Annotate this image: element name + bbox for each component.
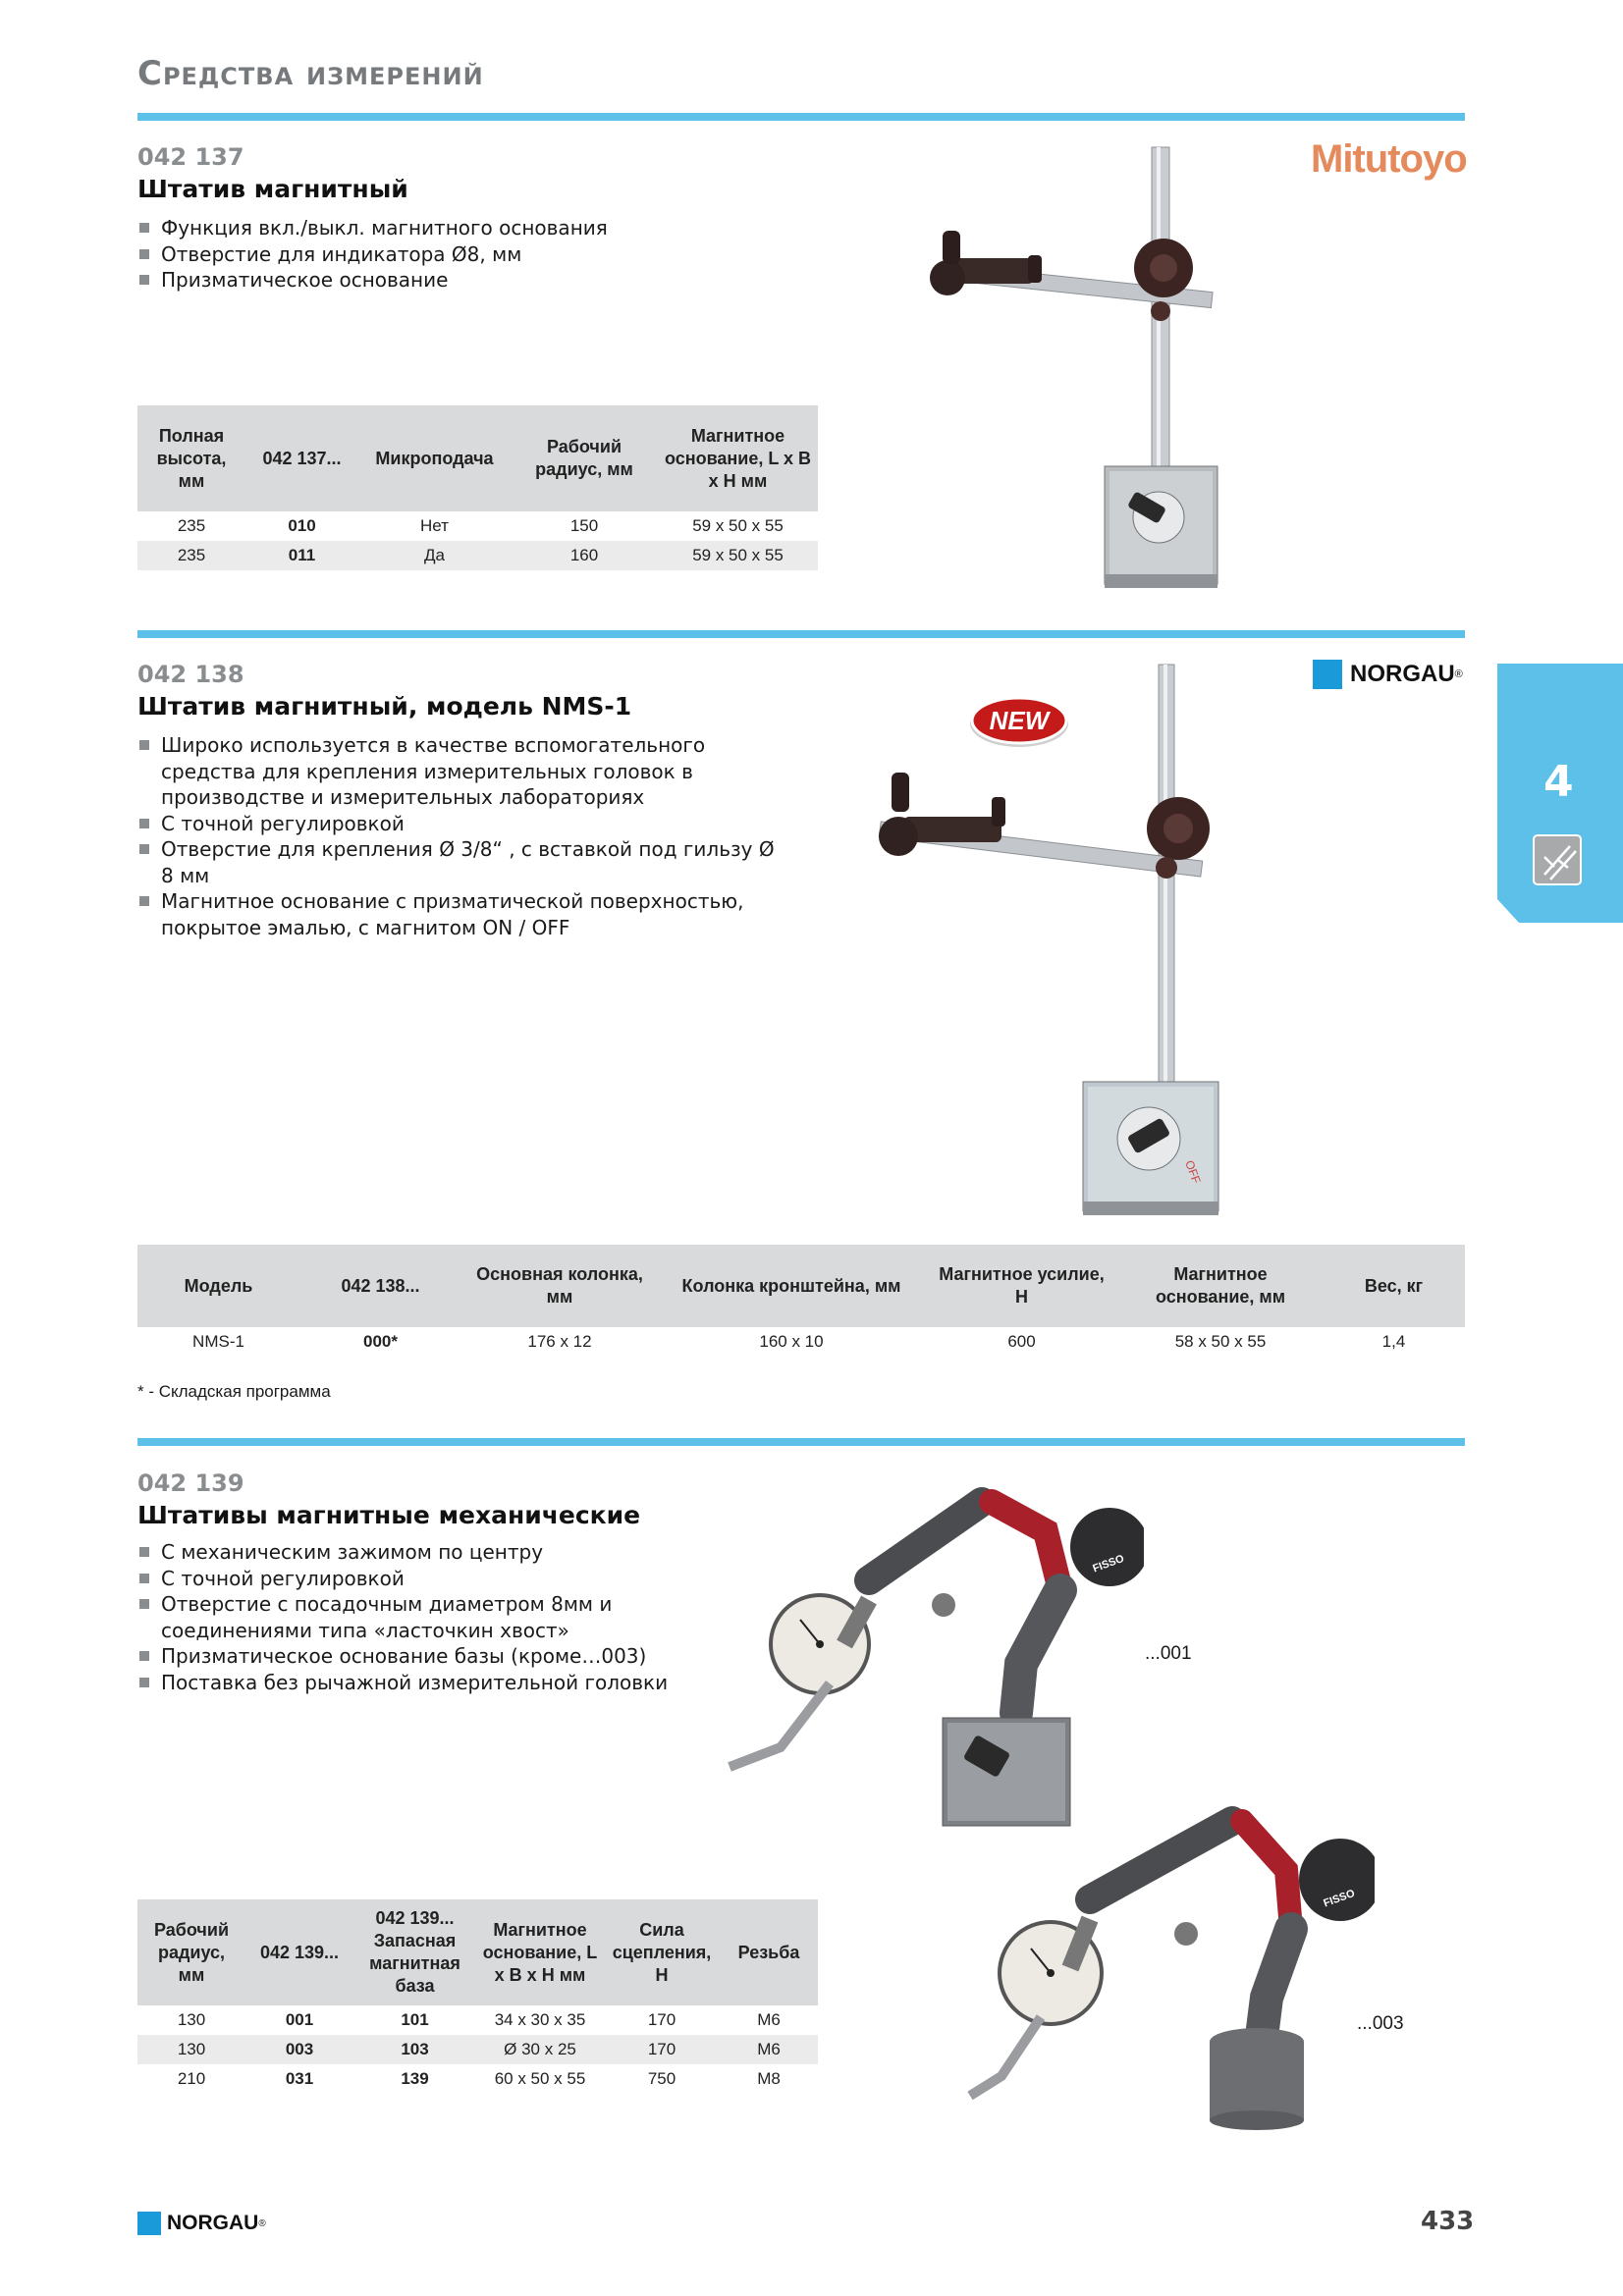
col-header: Резьба — [720, 1899, 818, 2005]
article-number: 003 — [245, 2035, 353, 2064]
table-cell: 59 x 50 x 55 — [692, 516, 784, 535]
table-cell: 1,4 — [1381, 1332, 1406, 1351]
section-divider — [137, 113, 1465, 121]
col-header: Магнитное основание, мм — [1118, 1245, 1323, 1327]
table-row — [137, 1327, 1465, 1357]
spec-table-042137 — [137, 405, 818, 570]
table-cell: 170 — [604, 2035, 720, 2064]
col-header: 042 137... — [245, 405, 358, 511]
section-divider — [137, 630, 1465, 638]
page-number: 433 — [1421, 2207, 1475, 2236]
feature-item: Призматическое основание базы (кроме…003) — [137, 1643, 766, 1670]
feature-item: Магнитное основание с призматической поверхностью, покрытое эмалью, с магнитом ON / OFF — [137, 888, 785, 940]
article-number: 000* — [363, 1332, 398, 1351]
feature-item: Функция вкл./выкл. магнитного основания — [137, 215, 608, 241]
chapter-tab[interactable] — [1497, 664, 1623, 923]
table-cell: 235 — [177, 516, 206, 535]
table-cell: 160 x 10 — [759, 1332, 824, 1351]
col-header: 042 139... — [245, 1899, 353, 2005]
article-number: 010 — [288, 516, 316, 535]
spare-base-number: 101 — [401, 2010, 429, 2029]
col-header: Магнитное усилие, Н — [925, 1245, 1118, 1327]
off-label: OFF — [1182, 1158, 1204, 1186]
feature-item: Отверстие для крепления Ø 3/8“ , с вставкой под гильзу Ø 8 мм — [137, 836, 785, 888]
feature-item: С механическим зажимом по центру — [137, 1539, 766, 1566]
feature-list — [137, 732, 785, 940]
feature-item: Отверстие с посадочным диаметром 8мм и соединениями типа «ласточкин хвост» — [137, 1591, 766, 1643]
brand-logo-norgau — [1313, 660, 1463, 689]
feature-list — [137, 1539, 766, 1695]
mechanical-stand-003-image — [962, 1791, 1375, 2130]
col-header: Сила сцепления, Н — [604, 1899, 720, 2005]
table-cell: M6 — [720, 2035, 818, 2064]
col-header: Микроподача — [358, 405, 511, 511]
table-cell: Ø 30 x 25 — [476, 2035, 604, 2064]
feature-item: С точной регулировкой — [137, 811, 785, 837]
table-row — [137, 2064, 818, 2094]
table-cell: NMS-1 — [192, 1332, 244, 1351]
fisso-label: FISSO — [1091, 1552, 1126, 1575]
col-header: 042 139... Запасная магнитная база — [353, 1899, 476, 2005]
table-cell: 750 — [647, 2069, 676, 2088]
product-title: Штативы магнитные механические — [137, 1501, 641, 1529]
nms1-stand-image — [869, 660, 1242, 1219]
table-cell: Да — [358, 541, 511, 570]
col-header: Основная колонка, мм — [461, 1245, 658, 1327]
article-number: 031 — [285, 2069, 314, 2088]
section-title: Средства измерений — [137, 54, 484, 93]
table-cell: 59 x 50 x 55 — [658, 541, 818, 570]
norgau-square-icon — [1313, 660, 1342, 689]
magnetic-stand-image — [918, 142, 1252, 604]
col-header: Вес, кг — [1323, 1245, 1465, 1327]
table-row — [137, 2035, 818, 2064]
variant-label-003: ...003 — [1357, 2013, 1404, 2034]
table-cell: 58 x 50 x 55 — [1174, 1332, 1267, 1351]
norgau-square-icon — [137, 2212, 161, 2235]
table-row — [137, 2005, 818, 2035]
table-cell: M6 — [757, 2010, 781, 2029]
footer-brand-name: NORGAU — [167, 2212, 259, 2234]
spare-base-number: 103 — [353, 2035, 476, 2064]
col-header: Колонка кронштейна, мм — [658, 1245, 925, 1327]
spec-table-042139 — [137, 1899, 818, 2094]
footnote: * - Складская программа — [137, 1382, 331, 1401]
table-cell: M8 — [757, 2069, 781, 2088]
new-badge-label: NEW — [989, 706, 1050, 735]
mechanical-stand-001-image — [722, 1472, 1144, 1831]
brand-logo-mitutoyo: Mitutoyo — [1311, 137, 1467, 181]
col-header: Рабочий радиус, мм — [137, 1899, 245, 2005]
footer-brand-logo — [137, 2212, 266, 2235]
table-cell: 235 — [137, 541, 245, 570]
product-code: 042 138 — [137, 661, 244, 688]
table-cell: 170 — [647, 2010, 676, 2029]
feature-item: С точной регулировкой — [137, 1566, 766, 1592]
table-cell: 34 x 30 x 35 — [494, 2010, 586, 2029]
table-cell: 130 — [177, 2010, 206, 2029]
article-number: 001 — [285, 2010, 314, 2029]
col-header: Рабочий радиус, мм — [511, 405, 658, 511]
trademark-mark: ® — [258, 2217, 266, 2229]
product-title: Штатив магнитный — [137, 175, 408, 203]
chapter-number: 4 — [1543, 757, 1574, 807]
feature-item: Отверстие для индикатора Ø8, мм — [137, 241, 608, 268]
col-header: Магнитное основание, L x B x H мм — [658, 405, 818, 511]
spare-base-number: 139 — [401, 2069, 429, 2088]
table-row — [137, 511, 818, 541]
table-row — [137, 541, 818, 570]
table-cell: 130 — [137, 2035, 245, 2064]
col-header: Полная высота, мм — [137, 405, 245, 511]
product-code: 042 139 — [137, 1469, 244, 1497]
product-code: 042 137 — [137, 143, 244, 171]
spec-table-042138 — [137, 1245, 1465, 1357]
trademark-mark: ® — [1454, 668, 1463, 680]
table-cell: 150 — [569, 516, 599, 535]
feature-item: Призматическое основание — [137, 267, 608, 294]
feature-item: Широко используется в качестве вспомогательного средства для крепления измерительных головок в производстве и измерительных лабораториях — [137, 732, 785, 811]
article-number: 011 — [245, 541, 358, 570]
table-cell: 176 x 12 — [527, 1332, 592, 1351]
table-cell: 210 — [177, 2069, 206, 2088]
table-cell: 160 — [511, 541, 658, 570]
table-cell: Нет — [420, 516, 449, 535]
section-divider — [137, 1438, 1465, 1446]
product-title: Штатив магнитный, модель NMS-1 — [137, 692, 632, 721]
col-header: Магнитное основание, L x B x H мм — [476, 1899, 604, 2005]
col-header: Модель — [137, 1245, 299, 1327]
table-cell: 600 — [1007, 1332, 1036, 1351]
feature-list — [137, 215, 608, 294]
table-cell: 60 x 50 x 55 — [494, 2069, 586, 2088]
col-header: 042 138... — [299, 1245, 461, 1327]
variant-label-001: ...001 — [1145, 1643, 1192, 1664]
fisso-label: FISSO — [1322, 1887, 1357, 1910]
feature-item: Поставка без рычажной измерительной головки — [137, 1670, 766, 1696]
brand-name: NORGAU — [1350, 661, 1455, 687]
